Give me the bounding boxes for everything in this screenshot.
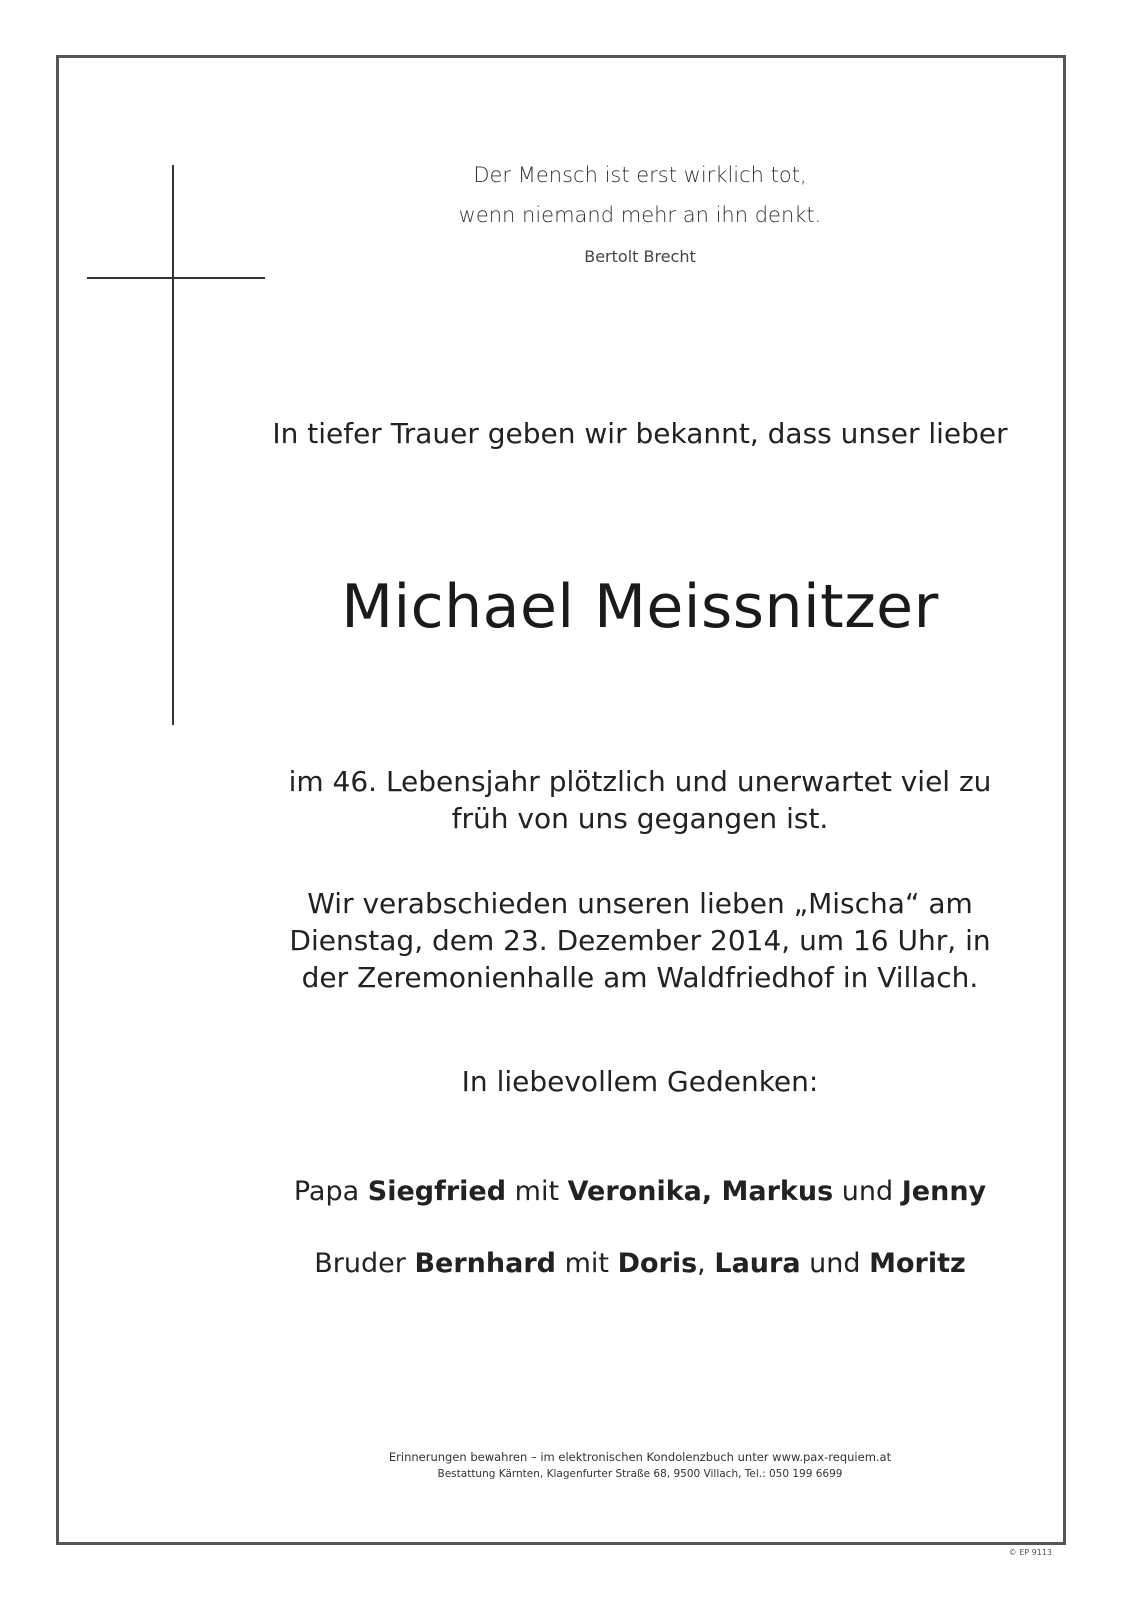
family-last-name: Moritz [869,1248,966,1279]
family-relation: Papa [293,1176,360,1207]
quote [200,155,1080,235]
passing-line-2: früh von uns gegangen ist. [451,802,829,835]
quote-author: Bertolt Brecht [584,247,696,266]
family-main-name: Siegfried [367,1176,507,1207]
quote-line-1: Der Mensch ist erst wirklich tot, [473,163,807,187]
farewell-line-3: der Zeremonienhalle am Waldfriedhof in Villach. [301,961,979,994]
cross-horizontal-bar [87,277,265,279]
family-relation: Bruder [314,1248,406,1279]
intro-text: In tiefer Trauer geben wir bekannt, dass unser lieber [272,417,1008,450]
family-und: und [809,1248,861,1279]
family-names: Veronika, Markus [567,1176,834,1207]
farewell-text [200,885,1080,996]
footer-address-line: Bestattung Kärnten, Klagenfurter Straße 68, 9500 Villach, Tel.: 050 199 6699 [437,1468,843,1480]
passing-text [200,763,1080,837]
quote-line-2: wenn niemand mehr an ihn denkt. [458,203,822,227]
family-mit: mit [564,1248,609,1279]
print-code: © EP 9113 [1008,1548,1052,1557]
family-und: und [841,1176,894,1207]
deceased-name: Michael Meissnitzer [341,572,939,642]
family-row-2 [200,1248,1080,1279]
family-row-1 [200,1176,1080,1207]
family-last-name: Jenny [901,1176,987,1207]
gedenken-heading: In liebevollem Gedenken: [461,1065,819,1098]
cross-vertical-bar [172,165,174,725]
family-mit: mit [514,1176,560,1207]
family-main-name: Bernhard [414,1248,556,1279]
footer-condolence-line: Erinnerungen bewahren – im elektronischen Kondolenzbuch unter www.pax-requiem.at [388,1450,892,1464]
farewell-line-1: Wir verabschieden unseren lieben „Mischa“ am [307,887,973,920]
family-names: Doris [617,1248,698,1279]
family-names: Laura [714,1248,801,1279]
family-comma: , [697,1248,706,1279]
passing-line-1: im 46. Lebensjahr plötzlich und unerwartet viel zu [288,765,992,798]
farewell-line-2: Dienstag, dem 23. Dezember 2014, um 16 Uhr, in [289,924,991,957]
